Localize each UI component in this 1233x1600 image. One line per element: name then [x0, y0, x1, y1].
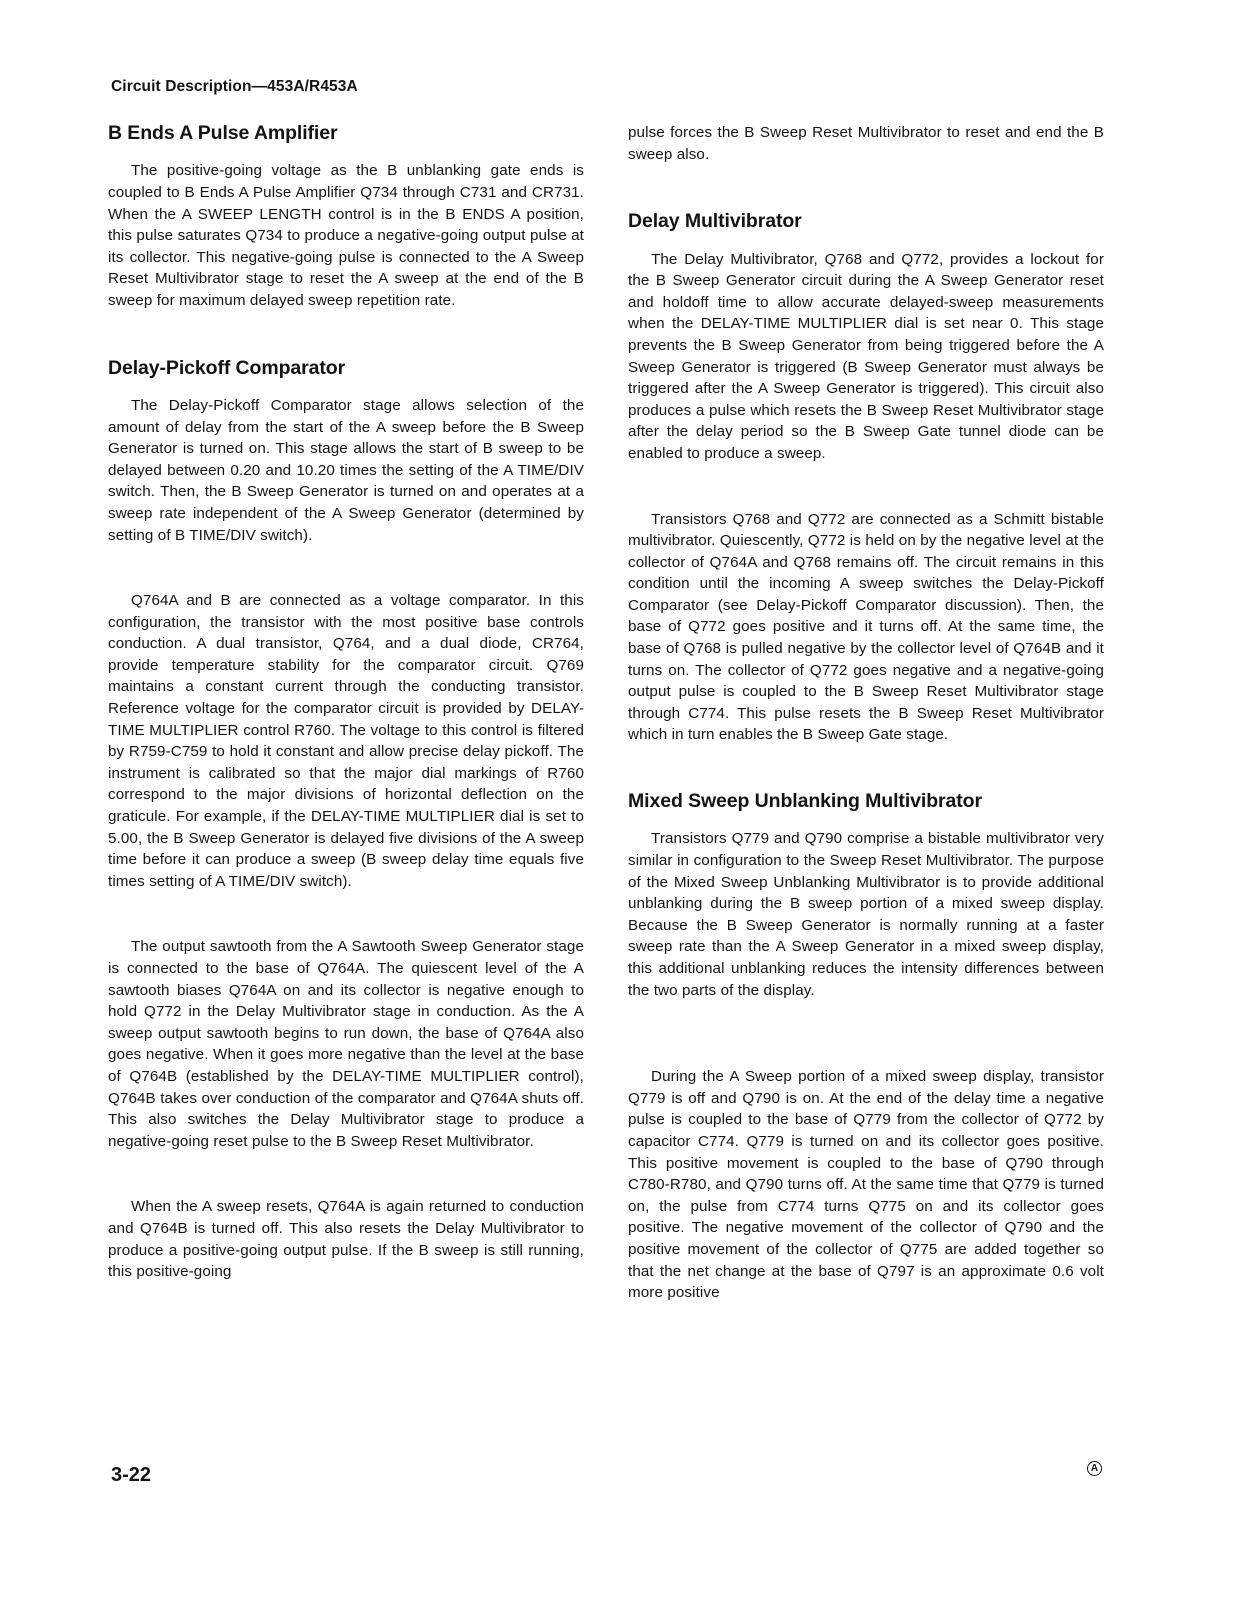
- paragraph: The Delay Multivibrator, Q768 and Q772, provides a lockout for the B Sweep Generator circuit during the A Sweep Generator reset and holdoff time to allow accurate delayed-sweep measurements when the DELAY-TIME MULTIPLIER dial is set near 0. This stage prevents the B Sweep Generator from being triggered before the A Sweep Generator is triggered (B Sweep Generator must always be triggered after the A Sweep Generator is triggered). This circuit also produces a pulse which resets the B Sweep Reset Multivibrator stage after the delay period so the B Sweep Gate tunnel diode can be enabled to produce a sweep.: [628, 250, 1104, 462]
- page-number: 3-22: [111, 1464, 152, 1486]
- edition-mark-icon: A: [1087, 1461, 1102, 1476]
- section-heading-mixed-sweep: Mixed Sweep Unblanking Multivibrator: [628, 790, 982, 813]
- paragraph-continuation: pulse forces the B Sweep Reset Multivibrator to reset and end the B sweep also.: [628, 124, 1104, 163]
- section-heading-b-ends-a: B Ends A Pulse Amplifier: [108, 122, 338, 144]
- paragraph: The positive-going voltage as the B unblanking gate ends is coupled to B Ends A Pulse Amplifier Q734 through C731 and CR731. When the A SWEEP LENGTH control is in the B ENDS A position, this pulse saturates Q734 to produce a negative-going output pulse at its collector. This negative-going pulse is connected to the A Sweep Reset Multivibrator stage to reset the A sweep at the end of the B sweep for maximum delayed sweep repetition rate.: [108, 162, 584, 309]
- paragraph: The Delay-Pickoff Comparator stage allows selection of the amount of delay from the start of the A sweep before the B Sweep Generator is turned on. This stage allows the start of B sweep to be delayed between 0.20 and 10.20 times the setting of the A TIME/DIV switch. Then, the B Sweep Generator is turned on and operates at a sweep rate independent of the A Sweep Generator (determined by setting of B TIME/DIV switch).: [108, 396, 584, 544]
- paragraph: During the A Sweep portion of a mixed sweep display, transistor Q779 is off and Q790 is on. At the end of the delay time a negative pulse is coupled to the base of Q779 from the collector of Q772 by capacitor C774. Q779 is turned on and its collector goes positive. This positive movement is coupled to the base of Q790 through C780-R780, and Q790 turns off. At the same time that Q779 is turned on, the pulse from C774 turns Q775 on and its collector goes positive. The negative movement of the collector of Q790 and the positive movement of the collector of Q775 are added together so that the net change at the base of Q797 is an approximate 0.6 volt more positive: [628, 1068, 1104, 1302]
- running-head: Circuit Description—453A/R453A: [111, 78, 358, 95]
- left-column: [108, 122, 584, 1283]
- section-heading-delay-pickoff: Delay-Pickoff Comparator: [108, 356, 346, 379]
- paragraph: The output sawtooth from the A Sawtooth Sweep Generator stage is connected to the base of Q764A. The quiescent level of the A sawtooth biases Q764A on and its collector is negative enough to hold Q772 in the Delay Multivibrator stage in conduction. As the A sweep output sawtooth begins to run down, the base of Q764A also goes negative. When it goes more negative than the level at the base of Q764B (established by the DELAY-TIME MULTIPLIER control), Q764B takes over conduction of the comparator and Q764A shuts off. This also switches the Delay Multivibrator stage to produce a negative-going reset pulse to the B Sweep Reset Multivibrator.: [108, 938, 584, 1150]
- section-heading-delay-multivibrator: Delay Multivibrator: [628, 210, 802, 233]
- paragraph: Transistors Q768 and Q772 are connected as a Schmitt bistable multivibrator. Quiescently, Q772 is held on by the negative level at the collector of Q764A and Q768 remains off. The circuit remains in this condition until the incoming A sweep switches the Delay-Pickoff Comparator (see Delay-Pickoff Comparator discussion). Then, the base of Q772 goes positive and it turns off. At the same time, the base of Q768 is pulled negative by the collector level of Q764B and it turns on. The collector of Q772 goes negative and a negative-going output pulse is coupled to the B Sweep Reset Multivibrator stage through C774. This pulse resets the B Sweep Reset Multivibrator which in turn enables the B Sweep Gate stage.: [628, 510, 1104, 744]
- paragraph: When the A sweep resets, Q764A is again returned to conduction and Q764B is turned off. This also resets the Delay Multivibrator to produce a positive-going output pulse. If the B sweep is still running, this positive-going: [108, 1198, 584, 1281]
- paragraph: Transistors Q779 and Q790 comprise a bistable multivibrator very similar in configuration to the Sweep Reset Multivibrator. The purpose of the Mixed Sweep Unblanking Multivibrator is to provide additional unblanking during the B sweep portion of a mixed sweep display. Because the B Sweep Generator is normally running at a faster sweep rate than the A Sweep Generator in a mixed sweep display, this additional unblanking reduces the intensity differences between the two parts of the display.: [628, 830, 1104, 999]
- paragraph: Q764A and B are connected as a voltage comparator. In this configuration, the transistor with the most positive base controls conduction. A dual transistor, Q764, and a dual diode, CR764, provide temperature stability for the comparator circuit. Q769 maintains a constant current through the conducting transistor. Reference voltage for the comparator circuit is provided by DELAY-TIME MULTIPLIER control R760. The voltage to this control is filtered by R759-C759 to hold it constant and allow precise delay pickoff. The instrument is calibrated so that the major dial markings of R760 correspond to the major divisions of horizontal deflection on the graticule. For example, if the DELAY-TIME MULTIPLIER dial is set to 5.00, the B Sweep Generator is delayed five divisions of the A sweep time before it can produce a sweep (B sweep delay time equals five times setting of A TIME/DIV switch).: [108, 592, 584, 890]
- right-column: [628, 122, 1104, 1304]
